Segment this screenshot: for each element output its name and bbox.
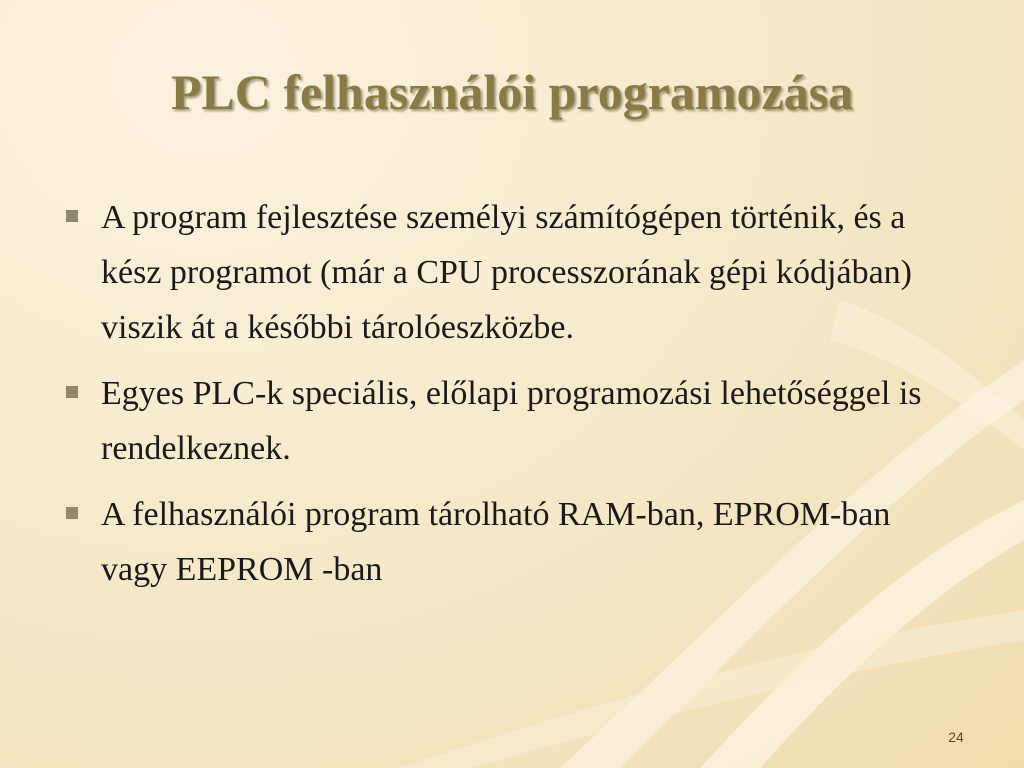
bullet-text: Egyes PLC-k speciális, előlapi programozási lehetőséggel is rendelkeznek.: [101, 375, 922, 467]
square-bullet-icon: [66, 507, 78, 519]
bullet-item: [64, 487, 924, 597]
square-bullet-icon: [66, 386, 78, 398]
bullet-text: A felhasználói program tárolható RAM-ban, EPROM-ban vagy EEPROM -ban: [101, 496, 891, 588]
page-number: 24: [948, 729, 964, 745]
bullet-list: [64, 190, 924, 608]
bullet-item: [64, 190, 924, 355]
slide-title: PLC felhasználói programozása: [170, 64, 854, 120]
square-bullet-icon: [66, 210, 78, 222]
bullet-item: [64, 366, 924, 476]
bullet-text: A program fejlesztése személyi számítógépen történik, és a kész programot (már a CPU processzorának gépi kódjában) viszik át a későbbi tárolóeszközbe.: [101, 199, 913, 346]
